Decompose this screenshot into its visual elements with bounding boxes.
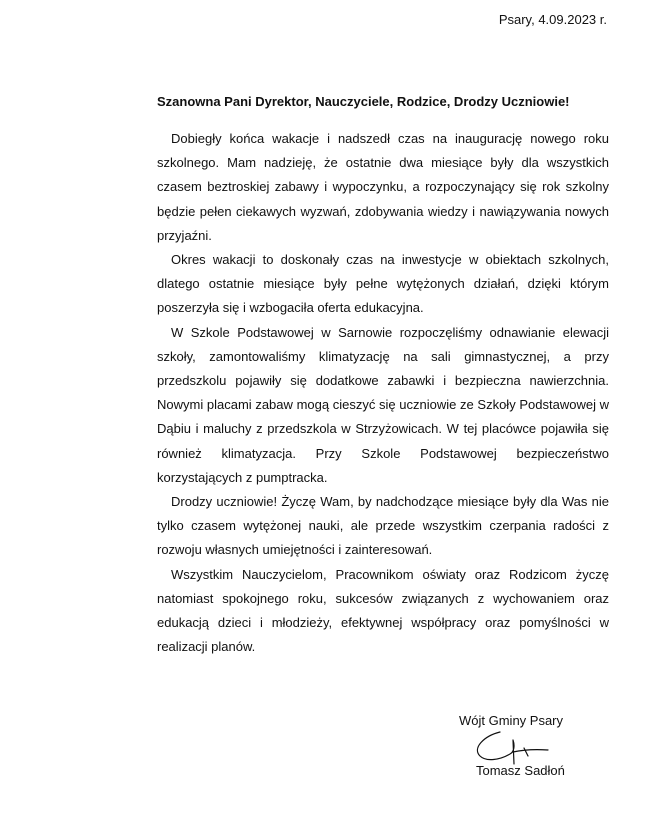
signature-title: Wójt Gminy Psary [459, 713, 564, 728]
signature-name: Tomasz Sadłoń [476, 763, 565, 778]
letter-greeting: Szanowna Pani Dyrektor, Nauczyciele, Rodzice, Drodzy Uczniowie! [157, 94, 570, 109]
letter-date: Psary, 4.09.2023 r. [498, 12, 607, 27]
paragraph-4: Drodzy uczniowie! Życzę Wam, by nadchodzące miesiące były dla Was nie tylko czasem wytężonej nauki, ale przede wszystkim czerpania radości z rozwoju własnych umiejętności i zainteresowań. [157, 494, 609, 558]
paragraph-3: W Szkole Podstawowej w Sarnowie rozpoczęliśmy odnawianie elewacji szkoły, zamontowaliśmy klimatyzację na sali gimnastycznej, a przy przedszkolu pojawiły się dodatkowe zabawki i bezpieczna nawierzchnia. Nowymi placami zabaw mogą cieszyć się uczniowie ze Szkoły Podstawowej w Dąbiu i maluchy z przedszkola w Strzyżowicach. W tej placówce pojawiła się również klimatyzacja. Przy Szkole Podstawowej bezpieczeństwo korzystających z pumptracka. [157, 324, 609, 485]
paragraph-1: Dobiegły końca wakacje i nadszedł czas na inaugurację nowego roku szkolnego. Mam nadzieję, że ostatnie dwa miesiące były dla wszystkich czasem beztroskiej zabawy i wypoczynku, a rozpoczynający się rok szkolny będzie pełen ciekawych wyzwań, zdobywania wiedzy i nawiązywania nowych przyjaźni. [157, 131, 609, 243]
paragraph-5: Wszystkim Nauczycielom, Pracownikom oświaty oraz Rodzicom życzę natomiast spokojnego roku, sukcesów związanych z wychowaniem oraz edukacją dzieci i młodzieży, efektywnej współpracy oraz pomyślności w realizacji planów. [157, 566, 609, 655]
paragraph-2: Okres wakacji to doskonały czas na inwestycje w obiektach szkolnych, dlatego ostatnie miesiące były pełne wytężonych działań, dzięki którym poszerzyła się i wzbogaciła oferta edukacyjna. [157, 252, 609, 316]
letter-body [157, 127, 609, 659]
